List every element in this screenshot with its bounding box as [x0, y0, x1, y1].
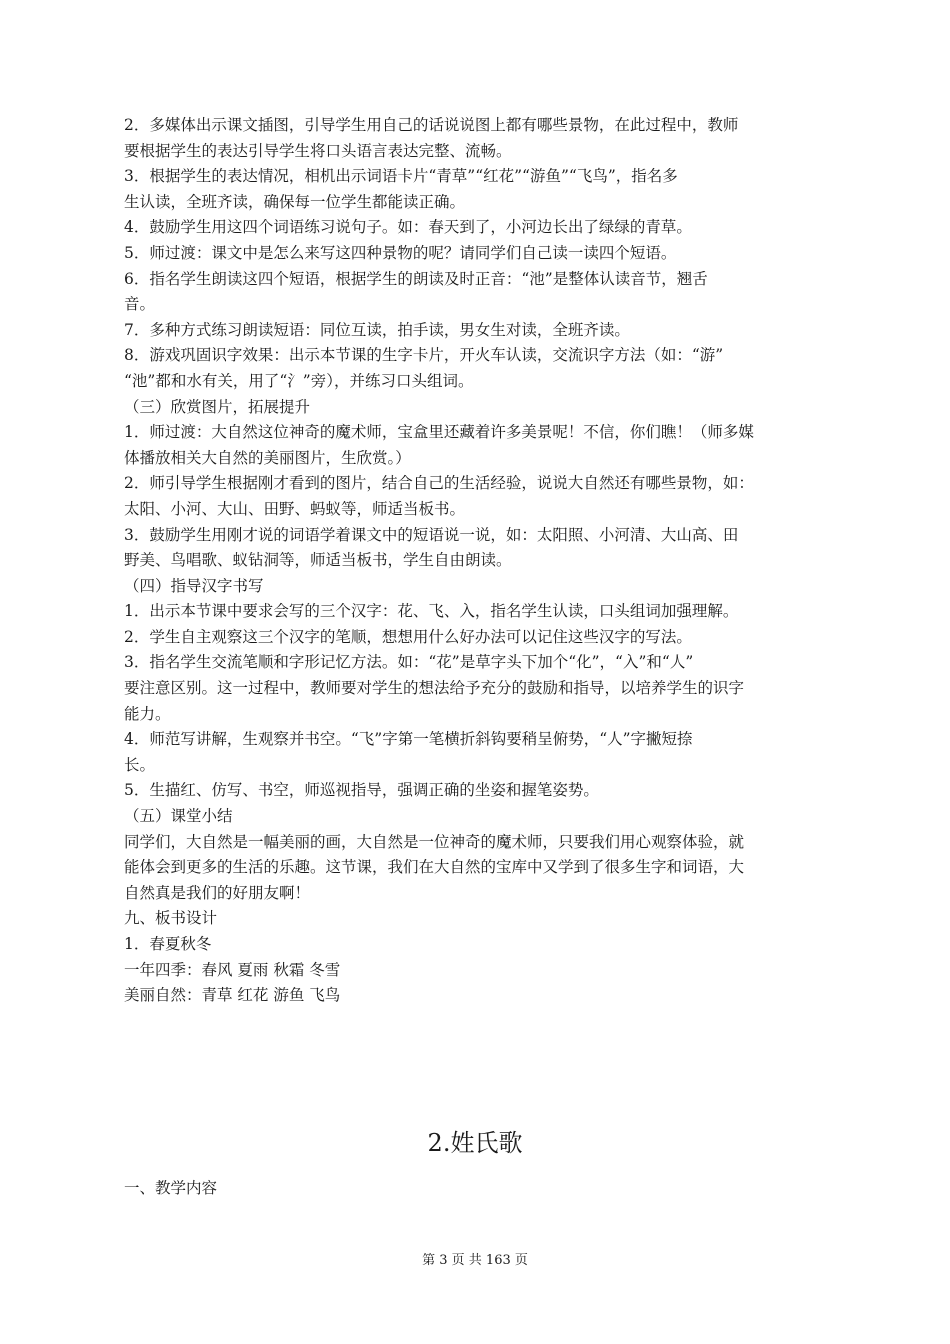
paragraph-line: 生认读，全班齐读，确保每一位学生都能读正确。 — [124, 192, 466, 211]
paragraph-line: 5．生描红、仿写、书空，师巡视指导，强调正确的坐姿和握笔姿势。 — [124, 781, 599, 800]
section-heading: （四）指导汉字书写 — [124, 576, 264, 595]
paragraph-line: 3．根据学生的表达情况，相机出示词语卡片“青草”“红花”“游鱼”“飞鸟”，指名多 — [124, 167, 678, 186]
paragraph-line: 2．多媒体出示课文插图，引导学生用自己的话说说图上都有哪些景物，在此过程中，教师 — [124, 116, 739, 134]
paragraph-line: 能力。 — [124, 704, 171, 723]
paragraph-line: 1．师过渡：大自然这位神奇的魔术师，宝盒里还藏着许多美景呢！不信，你们瞧！（师多媒 — [124, 423, 754, 442]
paragraph-line: 能体会到更多的生活的乐趣。这节课，我们在大自然的宝库中又学到了很多生字和词语，大 — [124, 858, 745, 877]
paragraph-line: 2．师引导学生根据刚才看到的图片，结合自己的生活经验，说说大自然还有哪些景物，如： — [124, 474, 754, 493]
page-footer: 第 3 页 共 163 页 — [422, 1253, 528, 1268]
lesson-body — [124, 113, 836, 1009]
section-heading: （五）课堂小结 — [124, 807, 233, 826]
lesson-title: 2.姓氏歌 — [427, 1129, 523, 1157]
paragraph-line: 5．师过渡：课文中是怎么来写这四种景物的呢？请同学们自己读一读四个短语。 — [124, 243, 677, 262]
paragraph-line: 同学们，大自然是一幅美丽的画，大自然是一位神奇的魔术师，只要我们用心观察体验，就 — [124, 832, 745, 851]
paragraph-line: 自然真是我们的好朋友啊！ — [124, 883, 311, 902]
paragraph-line: 体播放相关大自然的美丽图片，生欣赏。） — [124, 448, 411, 467]
section-heading: （三）欣赏图片，拓展提升 — [124, 397, 311, 416]
section-heading: 九、板书设计 — [124, 909, 218, 928]
paragraph-line: 音。 — [124, 295, 156, 314]
section-heading: 一、教学内容 — [124, 1179, 218, 1197]
board-design-line: 1．春夏秋冬 — [124, 935, 212, 953]
paragraph-line: 2．学生自主观察这三个汉字的笔顺，想想用什么好办法可以记住这些汉字的写法。 — [124, 627, 692, 646]
paragraph-line: 3．指名学生交流笔顺和字形记忆方法。如：“花”是草字头下加个“化”，“入”和“人” — [124, 653, 694, 672]
paragraph-line: 7．多种方式练习朗读短语：同位互读，拍手读，男女生对读，全班齐读。 — [124, 320, 630, 339]
paragraph-line: 3．鼓励学生用刚才说的词语学着课文中的短语说一说，如：太阳照、小河清、大山高、田 — [124, 525, 739, 544]
paragraph-line: 要注意区别。这一过程中，教师要对学生的想法给予充分的鼓励和指导，以培养学生的识字 — [124, 679, 745, 698]
paragraph-line: 1．出示本节课中要求会写的三个汉字：花、飞、入，指名学生认读，口头组词加强理解。 — [124, 602, 739, 621]
board-design-line: 美丽自然：青草 红花 游鱼 飞鸟 — [124, 986, 341, 1005]
paragraph-line: 要根据学生的表达引导学生将口头语言表达完整、流畅。 — [124, 141, 512, 160]
paragraph-line: 4．师范写讲解，生观察并书空。“飞”字第一笔横折斜钩要稍呈俯势，“人”字撇短捺 — [124, 730, 693, 749]
paragraph-line: 8．游戏巩固识字效果：出示本节课的生字卡片，开火车认读，交流识字方法（如：“游” — [124, 346, 724, 365]
board-design-line: 一年四季：春风 夏雨 秋霜 冬雪 — [124, 960, 341, 979]
paragraph-line: 野美、鸟唱歌、蚁钻洞等，师适当板书，学生自由朗读。 — [124, 551, 512, 570]
paragraph-line: 4．鼓励学生用这四个词语练习说句子。如：春天到了，小河边长出了绿绿的青草。 — [124, 218, 692, 237]
paragraph-line: 太阳、小河、大山、田野、蚂蚁等，师适当板书。 — [124, 499, 466, 518]
paragraph-line: 长。 — [124, 755, 156, 774]
paragraph-line: 6．指名学生朗读这四个短语，根据学生的朗读及时正音：“池”是整体认读音节，翘舌 — [124, 269, 708, 288]
paragraph-line: “池”都和水有关，用了“氵”旁），并练习口头组词。 — [124, 371, 474, 390]
